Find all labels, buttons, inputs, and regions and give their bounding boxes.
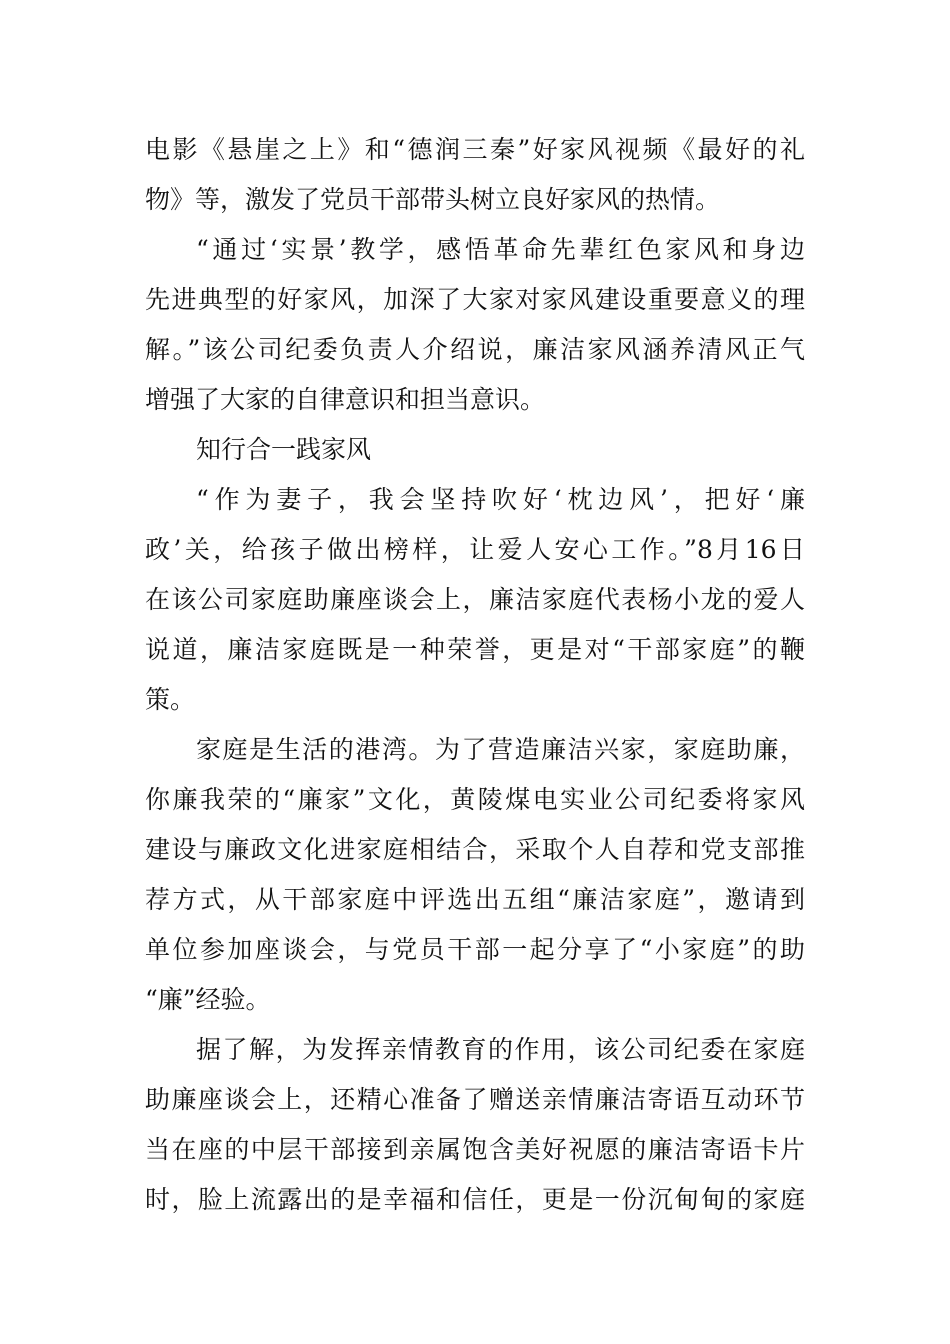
paragraph-line: 当在座的中层干部接到亲属饱含美好祝愿的廉洁寄语卡片 (145, 1135, 805, 1164)
paragraph-line: 荐方式，从干部家庭中评选出五组“廉洁家庭”，邀请到 (145, 885, 805, 914)
paragraph-line: 据了解，为发挥亲情教育的作用，该公司纪委在家庭 (196, 1035, 805, 1064)
paragraph-line: 建设与廉政文化进家庭相结合，采取个人自荐和党支部推 (145, 835, 805, 864)
paragraph-line: 电影《悬崖之上》和“德润三秦”好家风视频《最好的礼 (145, 135, 805, 164)
section-heading: 知行合一践家风 (196, 435, 372, 464)
paragraph-line: 家庭是生活的港湾。为了营造廉洁兴家，家庭助廉， (196, 735, 805, 764)
paragraph-line: “通过‘实景’教学，感悟革命先辈红色家风和身边 (196, 235, 805, 264)
paragraph-line: 政’关，给孩子做出榜样，让爱人安心工作。”8月16日 (145, 535, 805, 564)
paragraph-line: 说道，廉洁家庭既是一种荣誉，更是对“干部家庭”的鞭 (145, 635, 805, 664)
paragraph-line: 在该公司家庭助廉座谈会上，廉洁家庭代表杨小龙的爱人 (145, 585, 805, 614)
paragraph-line: 助廉座谈会上，还精心准备了赠送亲情廉洁寄语互动环节 (145, 1085, 805, 1114)
paragraph-line: 物》等，激发了党员干部带头树立良好家风的热情。 (145, 185, 721, 214)
paragraph-line: 策。 (145, 685, 196, 714)
paragraph-line: 单位参加座谈会，与党员干部一起分享了“小家庭”的助 (145, 935, 805, 964)
paragraph-line: 解。”该公司纪委负责人介绍说，廉洁家风涵养清风正气 (145, 335, 805, 364)
paragraph-line: 时，脸上流露出的是幸福和信任，更是一份沉甸甸的家庭 (145, 1185, 805, 1214)
paragraph-line: “廉”经验。 (145, 985, 271, 1014)
paragraph-line: 你廉我荣的“廉家”文化，黄陵煤电实业公司纪委将家风 (145, 785, 805, 814)
paragraph-line: 增强了大家的自律意识和担当意识。 (145, 385, 546, 414)
paragraph-line: “作为妻子，我会坚持吹好‘枕边风’，把好‘廉 (196, 485, 805, 514)
paragraph-line: 先进典型的好家风，加深了大家对家风建设重要意义的理 (145, 285, 805, 314)
